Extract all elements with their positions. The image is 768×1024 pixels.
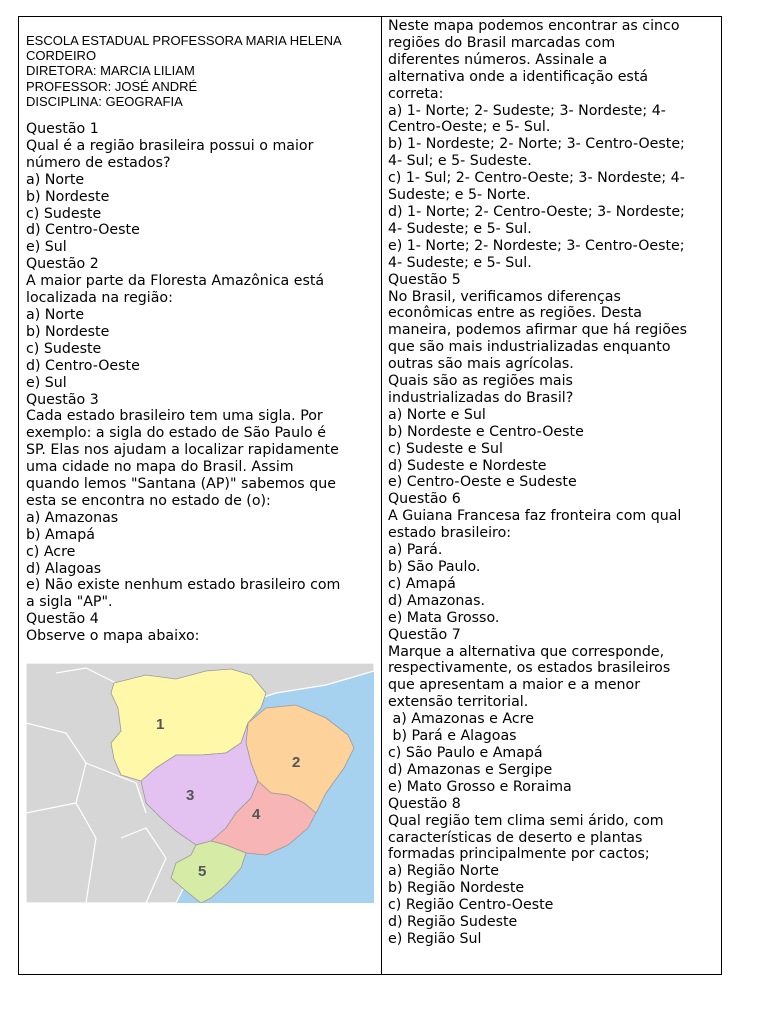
question-7-option: a) Amazonas e Acre: [388, 711, 534, 728]
question-4-option: d) 1- Norte; 2- Centro-Oeste; 3- Nordeste;: [388, 203, 685, 220]
question-4-text: Observe o mapa abaixo:: [26, 628, 200, 645]
question-5-text: que são mais industrializadas enquanto: [388, 339, 671, 356]
school-name-line-1: ESCOLA ESTADUAL PROFESSORA MARIA HELENA: [26, 33, 342, 48]
question-7-text: respectivamente, os estados brasileiros: [388, 660, 671, 677]
question-3-text: esta se encontra no estado de (o):: [26, 492, 271, 509]
question-3-option: b) Amapá: [26, 526, 95, 543]
map-label-4: 4: [252, 806, 261, 823]
question-5-text: Quais são as regiões mais: [388, 373, 573, 390]
question-4-option: 4- Sul; e 5- Sudeste.: [388, 153, 532, 170]
brazil-regions-map: [26, 663, 374, 903]
question-5-text: maneira, podemos afirmar que há regiões: [388, 322, 688, 339]
question-1-option: b) Nordeste: [26, 188, 110, 205]
subject-line: DISCIPLINA: GEOGRAFIA: [26, 93, 183, 109]
question-5-option: e) Centro-Oeste e Sudeste: [388, 474, 577, 491]
column-divider: [381, 17, 382, 974]
question-1-text: Qual é a região brasileira possui o maior: [26, 137, 314, 154]
question-4-option: Sudeste; e 5- Norte.: [388, 187, 531, 204]
question-4-option: Centro-Oeste; e 5- Sul.: [388, 119, 551, 136]
question-1-option: e) Sul: [26, 239, 67, 256]
question-4-label: Questão 4: [26, 611, 99, 628]
question-1-label: Questão 1: [26, 121, 99, 138]
question-7-text: que apresentam a maior e a menor: [388, 677, 641, 694]
question-8-option: a) Região Norte: [388, 863, 499, 880]
question-2-option: b) Nordeste: [26, 323, 110, 340]
question-4-continuation: regiões do Brasil marcadas com: [388, 34, 616, 51]
question-3-label: Questão 3: [26, 391, 99, 408]
question-4-option: 4- Sudeste; e 5- Sul.: [388, 254, 532, 271]
question-6-option: e) Mata Grosso.: [388, 609, 500, 626]
worksheet-table: [18, 16, 722, 975]
question-3-option: a) Amazonas: [26, 509, 119, 526]
question-5-text: econômicas entre as regiões. Desta: [388, 305, 642, 322]
question-4-option: 4- Sudeste; e 5- Sul.: [388, 220, 532, 237]
question-4-continuation: Neste mapa podemos encontrar as cinco: [388, 18, 680, 34]
question-8-text: formadas principalmente por cactos;: [388, 846, 650, 863]
question-7-option: d) Amazonas e Sergipe: [388, 761, 553, 778]
map-label-2: 2: [292, 754, 301, 771]
question-6-text: A Guiana Francesa faz fronteira com qual: [388, 508, 682, 525]
question-8-text: características de deserto e plantas: [388, 829, 643, 846]
question-1-option: a) Norte: [26, 171, 85, 188]
question-4-continuation: correta:: [388, 85, 444, 102]
question-3-text: SP. Elas nos ajudam a localizar rapidamente: [26, 442, 339, 459]
question-7-text: Marque a alternativa que corresponde,: [388, 643, 665, 660]
question-6-option: a) Pará.: [388, 542, 443, 559]
question-7-option: e) Mato Grosso e Roraima: [388, 778, 572, 795]
question-2-text: localizada na região:: [26, 290, 173, 307]
question-5-option: b) Nordeste e Centro-Oeste: [388, 423, 584, 440]
question-1-option: d) Centro-Oeste: [26, 222, 140, 239]
question-2-label: Questão 2: [26, 256, 99, 273]
question-8-option: d) Região Sudeste: [388, 914, 518, 931]
question-4-option: e) 1- Norte; 2- Nordeste; 3- Centro-Oeste;: [388, 237, 685, 254]
question-8-option: b) Região Nordeste: [388, 880, 525, 897]
question-8-text: Qual região tem clima semi árido, com: [388, 812, 664, 829]
question-7-option: b) Pará e Alagoas: [388, 728, 517, 745]
question-4-continuation: diferentes números. Assinale a: [388, 51, 608, 68]
question-2-option: d) Centro-Oeste: [26, 357, 140, 374]
question-3-text: uma cidade no mapa do Brasil. Assim: [26, 459, 294, 476]
question-6-label: Questão 6: [388, 491, 461, 508]
question-6-option: d) Amazonas.: [388, 592, 485, 609]
question-3-option: a sigla "AP".: [26, 594, 113, 611]
question-5-label: Questão 5: [388, 271, 461, 288]
question-2-option: c) Sudeste: [26, 340, 102, 357]
question-7-text: extensão territorial.: [388, 694, 529, 711]
question-3-option: c) Acre: [26, 543, 76, 560]
question-8-option: e) Região Sul: [388, 930, 482, 947]
question-8-option: c) Região Centro-Oeste: [388, 897, 554, 914]
left-column: [26, 17, 376, 645]
map-label-3: 3: [186, 787, 195, 804]
question-8-label: Questão 8: [388, 795, 461, 812]
question-4-continuation: alternativa onde a identificação está: [388, 68, 649, 85]
question-1-option: c) Sudeste: [26, 205, 102, 222]
teacher-line: PROFESSOR: JOSÉ ANDRÉ: [26, 78, 198, 94]
map-label-1: 1: [156, 716, 165, 733]
question-7-option: c) São Paulo e Amapá: [388, 744, 543, 761]
question-5-option: d) Sudeste e Nordeste: [388, 457, 547, 474]
school-name-line-2: CORDEIRO: [26, 48, 97, 64]
question-3-option: e) Não existe nenhum estado brasileiro com: [26, 577, 341, 594]
question-3-option: d) Alagoas: [26, 560, 102, 577]
question-2-option: a) Norte: [26, 306, 85, 323]
question-1-text: número de estados?: [26, 154, 171, 171]
question-2-option: e) Sul: [26, 374, 67, 391]
question-6-text: estado brasileiro:: [388, 525, 512, 542]
question-4-option: c) 1- Sul; 2- Centro-Oeste; 3- Nordeste; 4-: [388, 170, 685, 187]
question-5-text: industrializadas do Brasil?: [388, 389, 574, 406]
question-6-option: b) São Paulo.: [388, 559, 481, 575]
question-7-label: Questão 7: [388, 626, 461, 643]
question-3-text: exemplo: a sigla do estado de São Paulo é: [26, 425, 326, 442]
question-5-text: No Brasil, verificamos diferenças: [388, 288, 621, 305]
director-line: DIRETORA: MARCIA LILIAM: [26, 63, 195, 79]
question-5-option: a) Norte e Sul: [388, 406, 486, 423]
question-3-text: Cada estado brasileiro tem uma sigla. Por: [26, 408, 323, 425]
question-3-text: quando lemos "Santana (AP)" sabemos que: [26, 476, 336, 493]
question-2-text: A maior parte da Floresta Amazônica está: [26, 273, 325, 290]
right-column: [388, 17, 718, 948]
question-5-text: outras são mais agrícolas.: [388, 356, 574, 373]
question-6-option: c) Amapá: [388, 575, 456, 592]
question-4-option: b) 1- Nordeste; 2- Norte; 3- Centro-Oeste;: [388, 136, 685, 153]
question-5-option: c) Sudeste e Sul: [388, 440, 503, 457]
map-label-5: 5: [198, 863, 207, 880]
question-4-option: a) 1- Norte; 2- Sudeste; 3- Nordeste; 4-: [388, 102, 666, 119]
